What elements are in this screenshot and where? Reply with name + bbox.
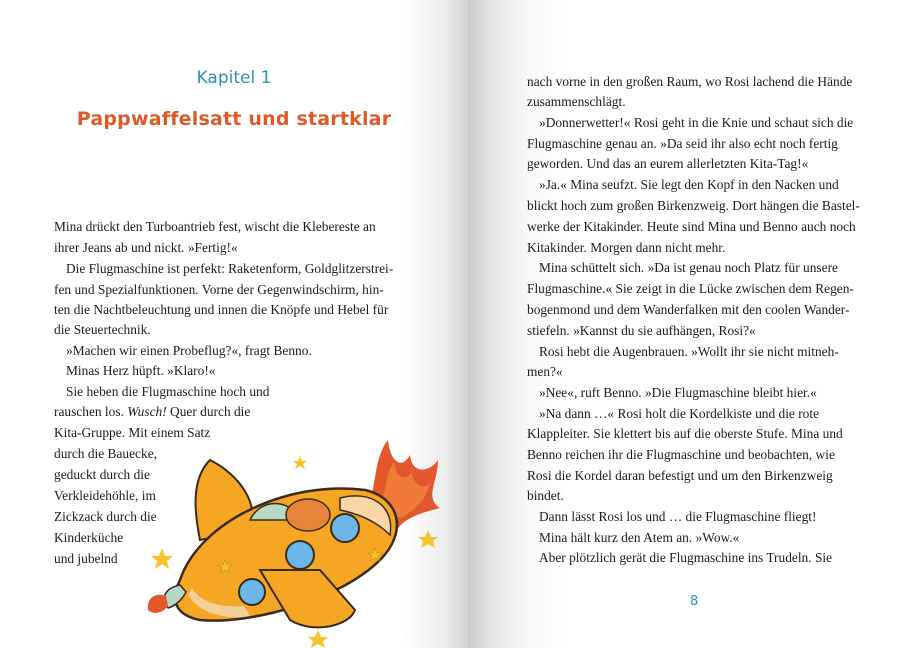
text-line: Benno reichen ihr die Flugmaschine und beobachten, wie xyxy=(527,447,835,462)
text-line: »Nee«, ruft Benno. »Die Flugmaschine bleibt hier.« xyxy=(539,385,817,400)
text-line: geworden. Und das an eurem allerletzten Kita-Tag!« xyxy=(527,156,809,171)
text-line: »Ja.« Mina seufzt. Sie legt den Kopf in den Nacken und xyxy=(539,177,839,192)
text-line: ten die Nachtbeleuchtung und innen die Knöpfe und Hebel für xyxy=(54,302,389,317)
text-segment: rauschen los. xyxy=(54,404,128,419)
text-line: Zickzack durch die xyxy=(54,509,157,524)
text-line: Flugmaschine.« Sie zeigt in die Lücke zwischen dem Regen- xyxy=(527,281,854,296)
text-line: Aber plötzlich gerät die Flugmaschine ins Trudeln. Sie xyxy=(539,550,833,565)
text-line: zusammenschlägt. xyxy=(527,94,626,109)
text-segment: Quer durch die xyxy=(166,404,251,419)
text-line: blickt hoch zum großen Birkenzweig. Dort hängen die Bastel- xyxy=(527,198,860,213)
text-line: Mina hält kurz den Atem an. »Wow.« xyxy=(539,530,740,545)
text-line: Mina schüttelt sich. »Da ist genau noch Platz für unsere xyxy=(539,260,838,275)
text-line: fen und Spezialfunktionen. Vorne der Gegenwindschirm, hin- xyxy=(54,282,384,297)
text-line: Die Flugmaschine ist perfekt: Raketenform, Goldglitzerstrei- xyxy=(66,261,394,276)
text-line: »Machen wir einen Probeflug?«, fragt Benno. xyxy=(66,343,312,358)
text-line: Mina drückt den Turboantrieb fest, wischt die Klebereste an xyxy=(54,219,376,234)
text-line: nach vorne in den großen Raum, wo Rosi lachend die Hände xyxy=(527,74,853,89)
text-line: men?« xyxy=(527,364,563,379)
text-line: Kinderküche xyxy=(54,530,124,545)
text-line: geduckt durch die xyxy=(54,467,150,482)
text-line: Kitakinder. Morgen dann nicht mehr. xyxy=(527,240,726,255)
text-line: Kita-Gruppe. Mit einem Satz xyxy=(54,425,211,440)
text-line: stiefeln. »Kannst du sie aufhängen, Rosi?« xyxy=(527,323,756,338)
rocket-body xyxy=(175,460,397,627)
text-line: »Donnerwetter!« Rosi geht in die Knie und schaut sich die xyxy=(539,115,854,130)
chapter-title: Pappwaffelsatt und startklar xyxy=(76,108,392,130)
text-line xyxy=(54,402,250,422)
chapter-label: Kapitel 1 xyxy=(196,68,272,88)
emphasis-text: Wusch! xyxy=(127,404,167,419)
text-line: werke der Kitakinder. Heute sind Mina und Benno auch noch xyxy=(527,219,856,234)
text-line: Dann lässt Rosi los und … die Flugmaschine fliegt! xyxy=(539,509,817,524)
text-line: ihrer Jeans ab und nickt. »Fertig!« xyxy=(54,240,238,255)
text-line: Minas Herz hüpft. »Klaro!« xyxy=(66,363,216,378)
text-line: durch die Bauecke, xyxy=(54,446,157,461)
rocket-plane-illustration xyxy=(140,420,470,648)
text-line: Verkleidehöhle, im xyxy=(54,488,156,503)
text-line: bogenmond und dem Wanderfalken mit den coolen Wander- xyxy=(527,302,850,317)
text-line: Klappleiter. Sie klettert bis auf die oberste Stufe. Mina und xyxy=(527,426,843,441)
text-line: bindet. xyxy=(527,488,564,503)
text-line: die Steuertechnik. xyxy=(54,322,151,337)
text-line: Flugmaschine genau an. »Da seid ihr also echt noch fertig xyxy=(527,136,838,151)
text-line: und jubelnd xyxy=(54,551,118,566)
page-number: 8 xyxy=(690,594,699,609)
text-line: Rosi hebt die Augenbrauen. »Wollt ihr sie nicht mitneh- xyxy=(539,344,839,359)
text-line: »Na dann …« Rosi holt die Kordelkiste und die rote xyxy=(539,406,820,421)
text-line: Rosi die Kordel daran befestigt und um den Birkenzweig xyxy=(527,468,833,483)
text-line: Sie heben die Flugmaschine hoch und xyxy=(66,384,270,399)
